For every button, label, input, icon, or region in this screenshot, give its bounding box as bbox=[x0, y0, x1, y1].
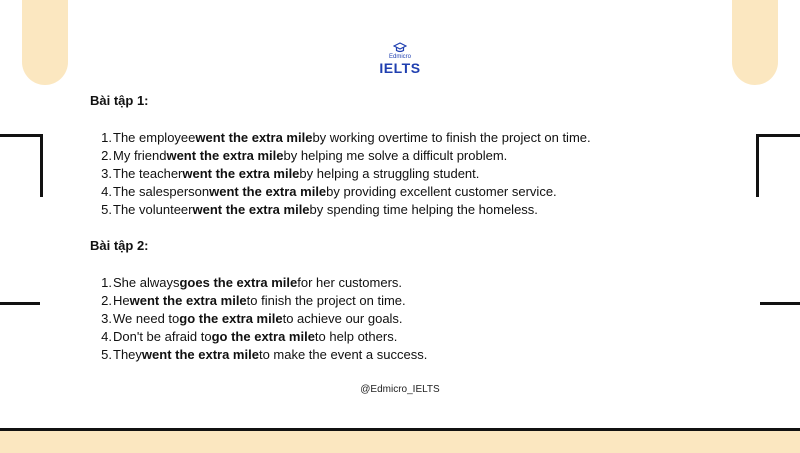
idiom-bold: went the extra mile bbox=[195, 130, 313, 145]
list-item: 3. We need to go the extra mile to achieve our goals. bbox=[101, 311, 403, 326]
list-item: 3. The teacher went the extra mile by helping a struggling student. bbox=[101, 166, 480, 181]
footer-handle: @Edmicro_IELTS bbox=[360, 384, 440, 395]
decor-line-left-bottom bbox=[0, 302, 40, 305]
list-item: 2. He went the extra mile to finish the project on time. bbox=[101, 293, 406, 308]
list-item: 1. She always goes the extra mile for her customers. bbox=[101, 275, 403, 290]
decor-pill-right bbox=[732, 0, 778, 85]
idiom-bold: went the extra mile bbox=[182, 166, 300, 181]
decor-bottom-band bbox=[0, 428, 800, 453]
edmicro-ielts-logo bbox=[372, 42, 428, 75]
idiom-bold: go the extra mile bbox=[179, 311, 283, 326]
list-item: 5. The volunteer went the extra mile by spending time helping the homeless. bbox=[101, 202, 538, 217]
exercise2-list bbox=[90, 274, 750, 364]
list-item: 2. My friend went the extra mile by helping me solve a difficult problem. bbox=[101, 148, 508, 163]
graduation-cap-icon bbox=[393, 42, 407, 54]
idiom-bold: went the extra mile bbox=[166, 148, 284, 163]
idiom-bold: went the extra mile bbox=[141, 347, 259, 362]
idiom-bold: went the extra mile bbox=[209, 184, 327, 199]
idiom-bold: went the extra mile bbox=[192, 202, 310, 217]
list-item: 1. The employee went the extra mile by working overtime to finish the project on time. bbox=[101, 130, 591, 145]
idiom-bold: go the extra mile bbox=[211, 329, 315, 344]
decor-bracket-left-top bbox=[0, 134, 43, 197]
list-item: 4. The salesperson went the extra mile by providing excellent customer service. bbox=[101, 184, 557, 199]
logo-small-text: Edmicro bbox=[388, 54, 411, 60]
exercise2-title: Bài tập 2: bbox=[90, 238, 149, 253]
exercise1-title: Bài tập 1: bbox=[90, 93, 149, 108]
decor-bracket-right-top bbox=[756, 134, 800, 197]
idiom-bold: went the extra mile bbox=[129, 293, 247, 308]
exercise1-list bbox=[90, 129, 750, 219]
list-item: 4. Don't be afraid to go the extra mile to help others. bbox=[101, 329, 398, 344]
decor-line-right-bottom bbox=[760, 302, 800, 305]
exercise-content bbox=[90, 92, 750, 364]
list-item: 5. They went the extra mile to make the event a success. bbox=[101, 347, 428, 362]
decor-pill-left bbox=[22, 0, 68, 85]
logo-big-text: IELTS bbox=[379, 60, 421, 76]
idiom-bold: goes the extra mile bbox=[179, 275, 298, 290]
